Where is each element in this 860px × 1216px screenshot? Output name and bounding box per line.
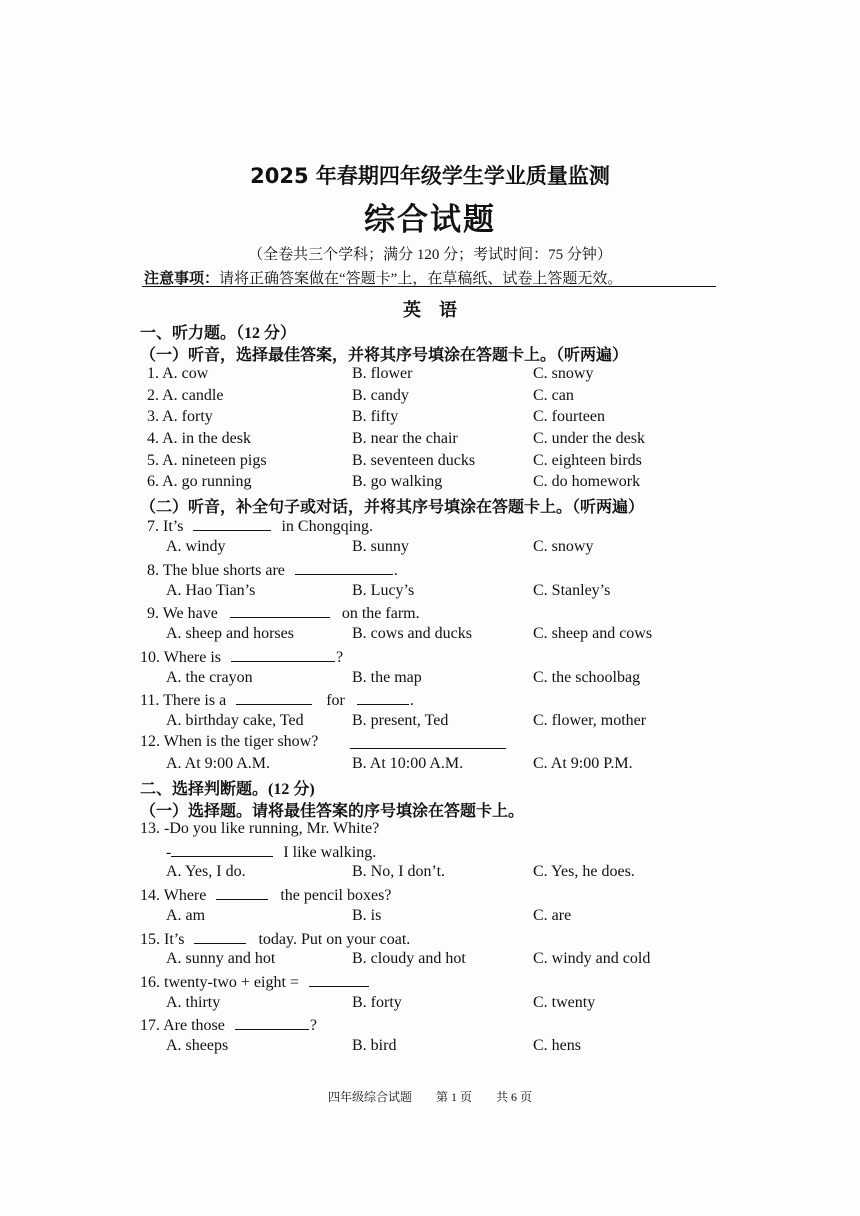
q14-blank[interactable]	[216, 885, 268, 900]
q8-stem	[147, 560, 398, 580]
q7-stem-end: in Chongqing.	[281, 518, 374, 535]
q3-c: C. fourteen	[533, 408, 605, 425]
notice-underline	[142, 286, 716, 287]
q10-a: A. the crayon	[166, 669, 253, 686]
part1-sub2: （二）听音，补全句子或对话，并将其序号填涂在答题卡上。（听两遍）	[140, 499, 645, 516]
q16-c: C. twenty	[533, 994, 596, 1011]
q15-stem-start: 15. It’s	[140, 931, 185, 948]
q7-b: B. sunny	[352, 538, 409, 555]
q7-stem-start: 7. It’s	[147, 518, 184, 535]
q14-stem-start: 14. Where	[140, 887, 207, 904]
q9-blank[interactable]	[230, 603, 330, 618]
q17-c: C. hens	[533, 1037, 581, 1054]
part1-title: 一、听力题。（12 分）	[140, 325, 297, 342]
notice	[144, 267, 622, 288]
q10-stem-start: 10. Where is	[140, 649, 222, 666]
q3-a: 3. A. forty	[147, 408, 213, 425]
part2-sub1: （一）选择题。请将最佳答案的序号填涂在答题卡上。	[140, 803, 525, 820]
q13-blank[interactable]	[171, 842, 273, 857]
q17-b: B. bird	[352, 1037, 397, 1054]
q9-stem	[147, 603, 420, 623]
part2-title: 二、选择判断题。(12 分)	[140, 781, 315, 798]
q15-stem-end: today. Put on your coat.	[258, 931, 411, 948]
q10-stem	[140, 647, 343, 667]
q8-a: A. Hao Tian’s	[166, 582, 256, 599]
exam-info: （全卷共三个学科；满分 120 分；考试时间：75 分钟）	[248, 247, 612, 263]
q9-c: C. sheep and cows	[533, 625, 653, 642]
q15-c: C. windy and cold	[533, 950, 651, 967]
q2-c: C. can	[533, 387, 574, 404]
q16-blank[interactable]	[309, 972, 369, 987]
q14-b: B. is	[352, 907, 382, 924]
q4-c: C. under the desk	[533, 430, 645, 447]
q7-a: A. windy	[166, 538, 226, 555]
q13-c: C. Yes, he does.	[533, 863, 635, 880]
q12-c: C. At 9:00 P.M.	[533, 755, 633, 772]
exam-title: 2025 年春期四年级学生学业质量监测	[250, 164, 610, 188]
q5-c: C. eighteen birds	[533, 452, 642, 469]
q1-c: C. snowy	[533, 365, 594, 382]
q15-blank[interactable]	[194, 929, 246, 944]
q13-b: B. No, I don’t.	[352, 863, 446, 880]
q16-stem	[140, 972, 369, 992]
q10-c: C. the schoolbag	[533, 669, 641, 686]
q17-a: A. sheeps	[166, 1037, 229, 1054]
q6-b: B. go walking	[352, 473, 443, 490]
q9-stem-end: on the farm.	[341, 605, 420, 622]
notice-text: 请将正确答案做在“答题卡”上，在草稿纸、试卷上答题无效。	[219, 271, 623, 287]
q17-stem	[140, 1015, 317, 1035]
q14-a: A. am	[166, 907, 206, 924]
q12-blank[interactable]	[350, 748, 506, 749]
q4-a: 4. A. in the desk	[147, 430, 251, 447]
notice-label: 注意事项：	[144, 271, 220, 287]
q13-reply	[166, 842, 376, 862]
q8-blank[interactable]	[295, 560, 393, 575]
q6-a: 6. A. go running	[147, 473, 252, 490]
q17-stem-end: ?	[309, 1017, 317, 1034]
q6-c: C. do homework	[533, 473, 641, 490]
q13-reply-end: I like walking.	[283, 844, 377, 861]
q14-stem-end: the pencil boxes?	[280, 887, 392, 904]
q7-blank[interactable]	[193, 516, 271, 531]
page-footer: 四年级综合试题 第 1 页 共 6 页	[327, 1090, 532, 1104]
q11-stem	[140, 690, 414, 710]
q11-stem-mid: for	[326, 692, 345, 709]
q8-b: B. Lucy’s	[352, 582, 415, 599]
q13-a: A. Yes, I do.	[166, 863, 246, 880]
q1-b: B. flower	[352, 365, 413, 382]
q10-stem-end: ?	[336, 649, 344, 666]
q7-c: C. snowy	[533, 538, 594, 555]
q11-b: B. present, Ted	[352, 712, 449, 729]
q7-stem	[147, 516, 373, 536]
q5-b: B. seventeen ducks	[352, 452, 476, 469]
q8-stem-end: .	[393, 562, 398, 579]
q2-b: B. candy	[352, 387, 409, 404]
q11-c: C. flower, mother	[533, 712, 647, 729]
q13-dash: -	[166, 844, 172, 861]
q10-b: B. the map	[352, 669, 422, 686]
q14-stem	[140, 885, 391, 905]
q4-b: B. near the chair	[352, 430, 458, 447]
q16-b: B. forty	[352, 994, 402, 1011]
q9-b: B. cows and ducks	[352, 625, 472, 642]
q11-a: A. birthday cake, Ted	[166, 712, 304, 729]
q1-a: 1. A. cow	[147, 365, 209, 382]
q16-stem-start: 16. twenty-two + eight =	[140, 974, 299, 991]
q12-b: B. At 10:00 A.M.	[352, 755, 464, 772]
q11-stem-start: 11. There is a	[140, 692, 227, 709]
q13-stem: 13. -Do you like running, Mr. White?	[140, 820, 380, 837]
paper-title: 综合试题	[364, 202, 496, 237]
q9-a: A. sheep and horses	[166, 625, 294, 642]
q17-stem-start: 17. Are those	[140, 1017, 225, 1034]
q10-blank[interactable]	[231, 647, 335, 662]
q11-stem-end: .	[409, 692, 414, 709]
q3-b: B. fifty	[352, 408, 399, 425]
q17-blank[interactable]	[235, 1015, 309, 1030]
q15-stem	[140, 929, 410, 949]
q8-stem-start: 8. The blue shorts are	[147, 562, 285, 579]
q2-a: 2. A. candle	[147, 387, 224, 404]
q16-a: A. thirty	[166, 994, 221, 1011]
part1-sub1: （一）听音，选择最佳答案，并将其序号填涂在答题卡上。（听两遍）	[140, 347, 629, 364]
q11-blank-1[interactable]	[236, 690, 312, 705]
q15-a: A. sunny and hot	[166, 950, 276, 967]
q12-stem: 12. When is the tiger show?	[140, 733, 319, 750]
subject-title: 英 语	[403, 300, 457, 320]
q12-a: A. At 9:00 A.M.	[166, 755, 271, 772]
q8-c: C. Stanley’s	[533, 582, 611, 599]
q14-c: C. are	[533, 907, 572, 924]
q11-blank-2[interactable]	[357, 690, 409, 705]
q5-a: 5. A. nineteen pigs	[147, 452, 267, 469]
q9-stem-start: 9. We have	[147, 605, 218, 622]
q15-b: B. cloudy and hot	[352, 950, 466, 967]
